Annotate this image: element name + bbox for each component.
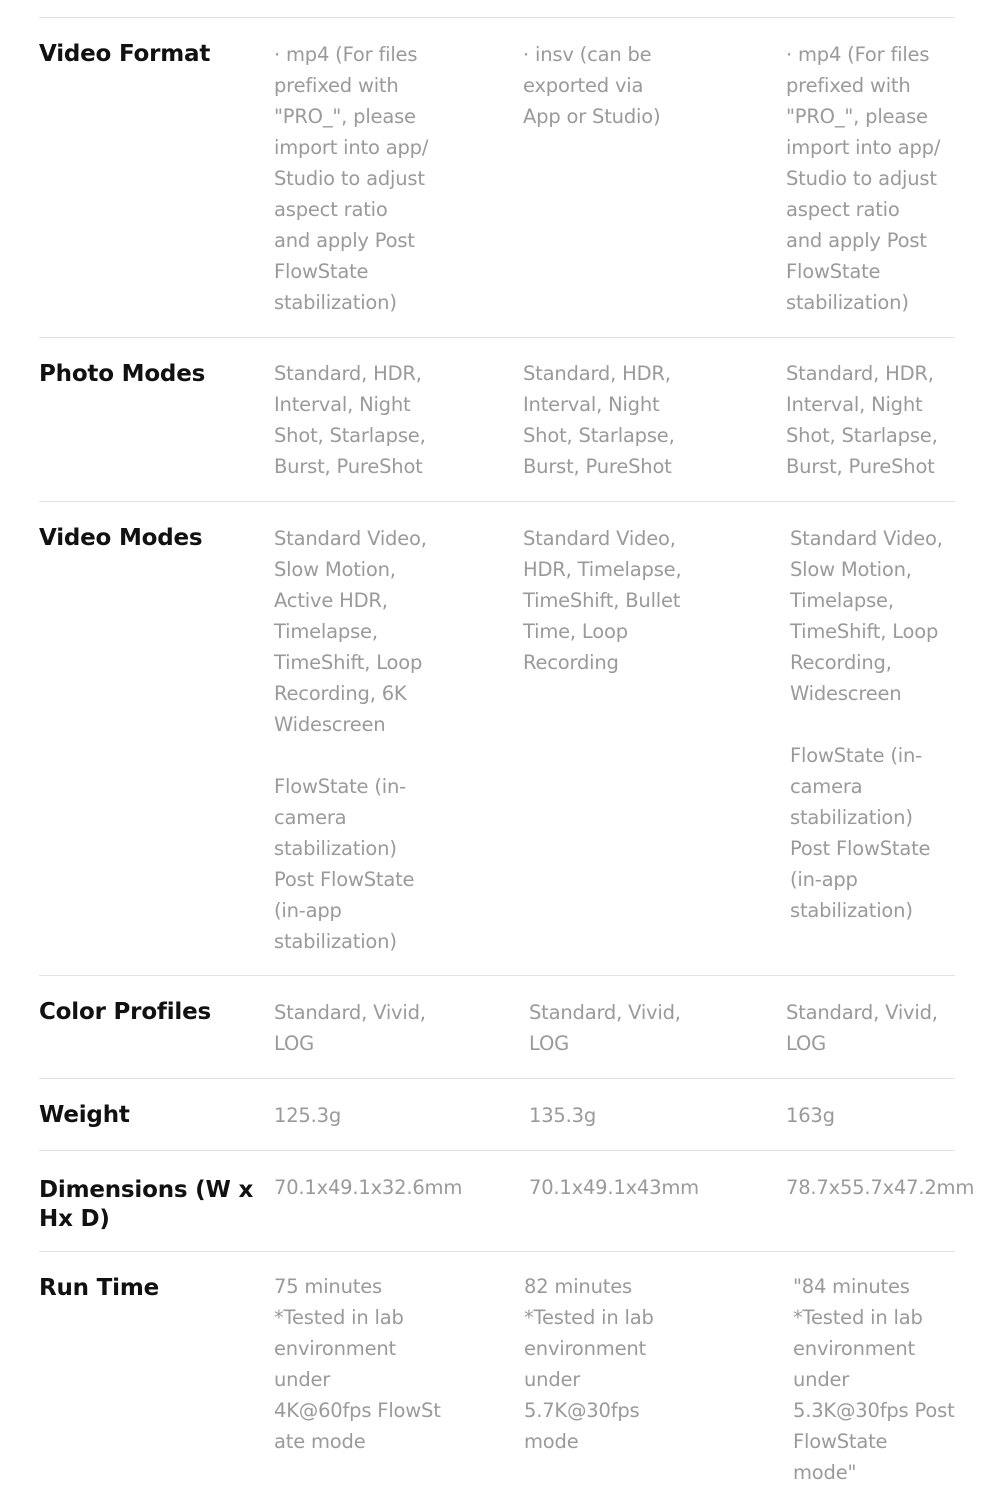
cell-line: prefixed with: [274, 74, 399, 97]
cell-line: aspect ratio: [274, 198, 388, 221]
cell-line: 78.7x55.7x47.2mm: [786, 1176, 975, 1199]
cell-line: stabilization): [790, 806, 913, 829]
cell-line: Standard, Vivid,: [274, 1001, 426, 1024]
cell-line: exported via: [523, 74, 644, 97]
cell-line: Standard, Vivid,: [786, 1001, 938, 1024]
cell-line: (in-app: [274, 899, 342, 922]
cell-run-time-col2: [524, 1271, 654, 1457]
cell-weight-col3: [786, 1100, 835, 1131]
cell-line: Recording, 6K: [274, 682, 407, 705]
cell-line: 70.1x49.1x43mm: [529, 1176, 699, 1199]
cell-line: 163g: [786, 1104, 835, 1127]
cell-line: *Tested in lab: [524, 1306, 654, 1329]
cell-line: "PRO_", please: [274, 105, 416, 128]
cell-line: and apply Post: [274, 229, 415, 252]
blank-line: [274, 740, 427, 771]
row-label-video-format: Video Format: [39, 41, 211, 67]
cell-line: Standard, Vivid,: [529, 1001, 681, 1024]
cell-line: 5.7K@30fps: [524, 1399, 640, 1422]
cell-line: Standard, HDR,: [523, 362, 671, 385]
cell-line: Studio to adjust: [274, 167, 425, 190]
cell-line: Interval, Night: [523, 393, 660, 416]
cell-weight-col2: [529, 1100, 596, 1131]
cell-photo-modes-col2: [523, 358, 675, 482]
cell-line: environment: [524, 1337, 646, 1360]
cell-line: (in-app: [790, 868, 858, 891]
cell-line: 135.3g: [529, 1104, 597, 1127]
cell-line: · mp4 (For files: [786, 43, 930, 66]
cell-line: "84 minutes: [793, 1275, 910, 1298]
cell-line: camera: [790, 775, 863, 798]
cell-line: Burst, PureShot: [274, 455, 423, 478]
cell-line: 5.3K@30fps Post: [793, 1399, 955, 1422]
cell-line: 82 minutes: [524, 1275, 632, 1298]
cell-line: "PRO_", please: [786, 105, 928, 128]
cell-line: Widescreen: [274, 713, 386, 736]
cell-line: Time, Loop: [523, 620, 628, 643]
cell-video-format-col2: [523, 39, 660, 132]
cell-line: Timelapse,: [274, 620, 378, 643]
cell-line: TimeShift, Bullet: [523, 589, 681, 612]
cell-line: stabilization): [274, 930, 397, 953]
row-label-weight: Weight: [39, 1102, 130, 1128]
row-divider: [39, 17, 955, 18]
cell-line: prefixed with: [786, 74, 911, 97]
cell-line: App or Studio): [523, 105, 661, 128]
cell-line: under: [274, 1368, 331, 1391]
cell-video-format-col3: [786, 39, 940, 318]
cell-line: Dimensions (W x H: [39, 1177, 254, 1232]
cell-video-modes-col3: [790, 523, 943, 926]
cell-line: 125.3g: [274, 1104, 342, 1127]
cell-line: Standard Video,: [274, 527, 427, 550]
cell-line: stabilization): [790, 899, 913, 922]
cell-line: Post FlowState: [790, 837, 931, 860]
row-label-photo-modes: Photo Modes: [39, 361, 206, 387]
cell-line: 70.1x49.1x32.6mm: [274, 1176, 463, 1199]
cell-color-profiles-col1: [274, 997, 426, 1059]
cell-line: TimeShift, Loop: [790, 620, 939, 643]
cell-line: and apply Post: [786, 229, 927, 252]
cell-photo-modes-col1: [274, 358, 426, 482]
cell-line: Shot, Starlapse,: [523, 424, 675, 447]
row-divider: [39, 975, 955, 976]
cell-line: Post FlowState: [274, 868, 415, 891]
cell-line: FlowState: [274, 260, 369, 283]
cell-line: *Tested in lab: [793, 1306, 923, 1329]
cell-line: under: [524, 1368, 581, 1391]
cell-line: Standard Video,: [790, 527, 943, 550]
cell-line: stabilization): [274, 291, 397, 314]
cell-line: Burst, PureShot: [786, 455, 935, 478]
cell-line: Interval, Night: [274, 393, 411, 416]
cell-line: Recording,: [790, 651, 892, 674]
cell-line: Active HDR,: [274, 589, 388, 612]
cell-line: import into app/: [786, 136, 941, 159]
blank-line: [790, 709, 943, 740]
cell-dimensions-col3: [786, 1172, 974, 1203]
cell-line: under: [793, 1368, 850, 1391]
cell-video-modes-col2: [523, 523, 681, 678]
cell-line: TimeShift, Loop: [274, 651, 423, 674]
row-divider: [39, 501, 955, 502]
cell-line: LOG: [786, 1032, 827, 1055]
cell-line: LOG: [274, 1032, 315, 1055]
cell-line: Interval, Night: [786, 393, 923, 416]
cell-line: Slow Motion,: [274, 558, 396, 581]
cell-line: Standard, HDR,: [786, 362, 934, 385]
cell-line: *Tested in lab: [274, 1306, 404, 1329]
cell-color-profiles-col2: [529, 997, 681, 1059]
cell-line: camera: [274, 806, 347, 829]
cell-line: FlowState: [793, 1430, 888, 1453]
row-divider: [39, 1150, 955, 1151]
cell-line: 4K@60fps FlowSt: [274, 1399, 441, 1422]
cell-line: HDR, Timelapse,: [523, 558, 682, 581]
cell-line: aspect ratio: [786, 198, 900, 221]
row-label-color-profiles: Color Profiles: [39, 999, 211, 1025]
row-divider: [39, 1078, 955, 1079]
row-label-video-modes: Video Modes: [39, 525, 203, 551]
cell-run-time-col3: [793, 1271, 955, 1488]
cell-line: mode: [524, 1430, 579, 1453]
cell-line: Shot, Starlapse,: [274, 424, 426, 447]
cell-line: FlowState: [786, 260, 881, 283]
row-divider: [39, 1251, 955, 1252]
row-label-run-time: Run Time: [39, 1275, 160, 1301]
cell-line: Shot, Starlapse,: [786, 424, 938, 447]
cell-line: environment: [793, 1337, 915, 1360]
cell-dimensions-col2: [529, 1172, 699, 1203]
cell-line: FlowState (in-: [790, 744, 922, 767]
cell-line: Burst, PureShot: [523, 455, 672, 478]
cell-color-profiles-col3: [786, 997, 938, 1059]
cell-line: FlowState (in-: [274, 775, 406, 798]
cell-line: Standard Video,: [523, 527, 676, 550]
cell-line: environment: [274, 1337, 396, 1360]
cell-line: LOG: [529, 1032, 570, 1055]
cell-dimensions-col1: [274, 1172, 462, 1203]
row-divider: [39, 337, 955, 338]
cell-video-modes-col1: [274, 523, 427, 957]
cell-line: Recording: [523, 651, 619, 674]
cell-line: 75 minutes: [274, 1275, 382, 1298]
cell-weight-col1: [274, 1100, 341, 1131]
cell-line: Slow Motion,: [790, 558, 912, 581]
cell-line: x D): [58, 1206, 110, 1232]
cell-line: stabilization): [786, 291, 909, 314]
cell-photo-modes-col3: [786, 358, 938, 482]
cell-line: · insv (can be: [523, 43, 652, 66]
cell-run-time-col1: [274, 1271, 441, 1457]
cell-line: mode": [793, 1461, 857, 1484]
row-label-dimensions: [39, 1176, 259, 1234]
cell-line: import into app/: [274, 136, 429, 159]
cell-line: Widescreen: [790, 682, 902, 705]
cell-line: ate mode: [274, 1430, 366, 1453]
cell-line: stabilization): [274, 837, 397, 860]
cell-line: Timelapse,: [790, 589, 894, 612]
cell-line: · mp4 (For files: [274, 43, 418, 66]
cell-line: Studio to adjust: [786, 167, 937, 190]
cell-video-format-col1: [274, 39, 428, 318]
cell-line: Standard, HDR,: [274, 362, 422, 385]
